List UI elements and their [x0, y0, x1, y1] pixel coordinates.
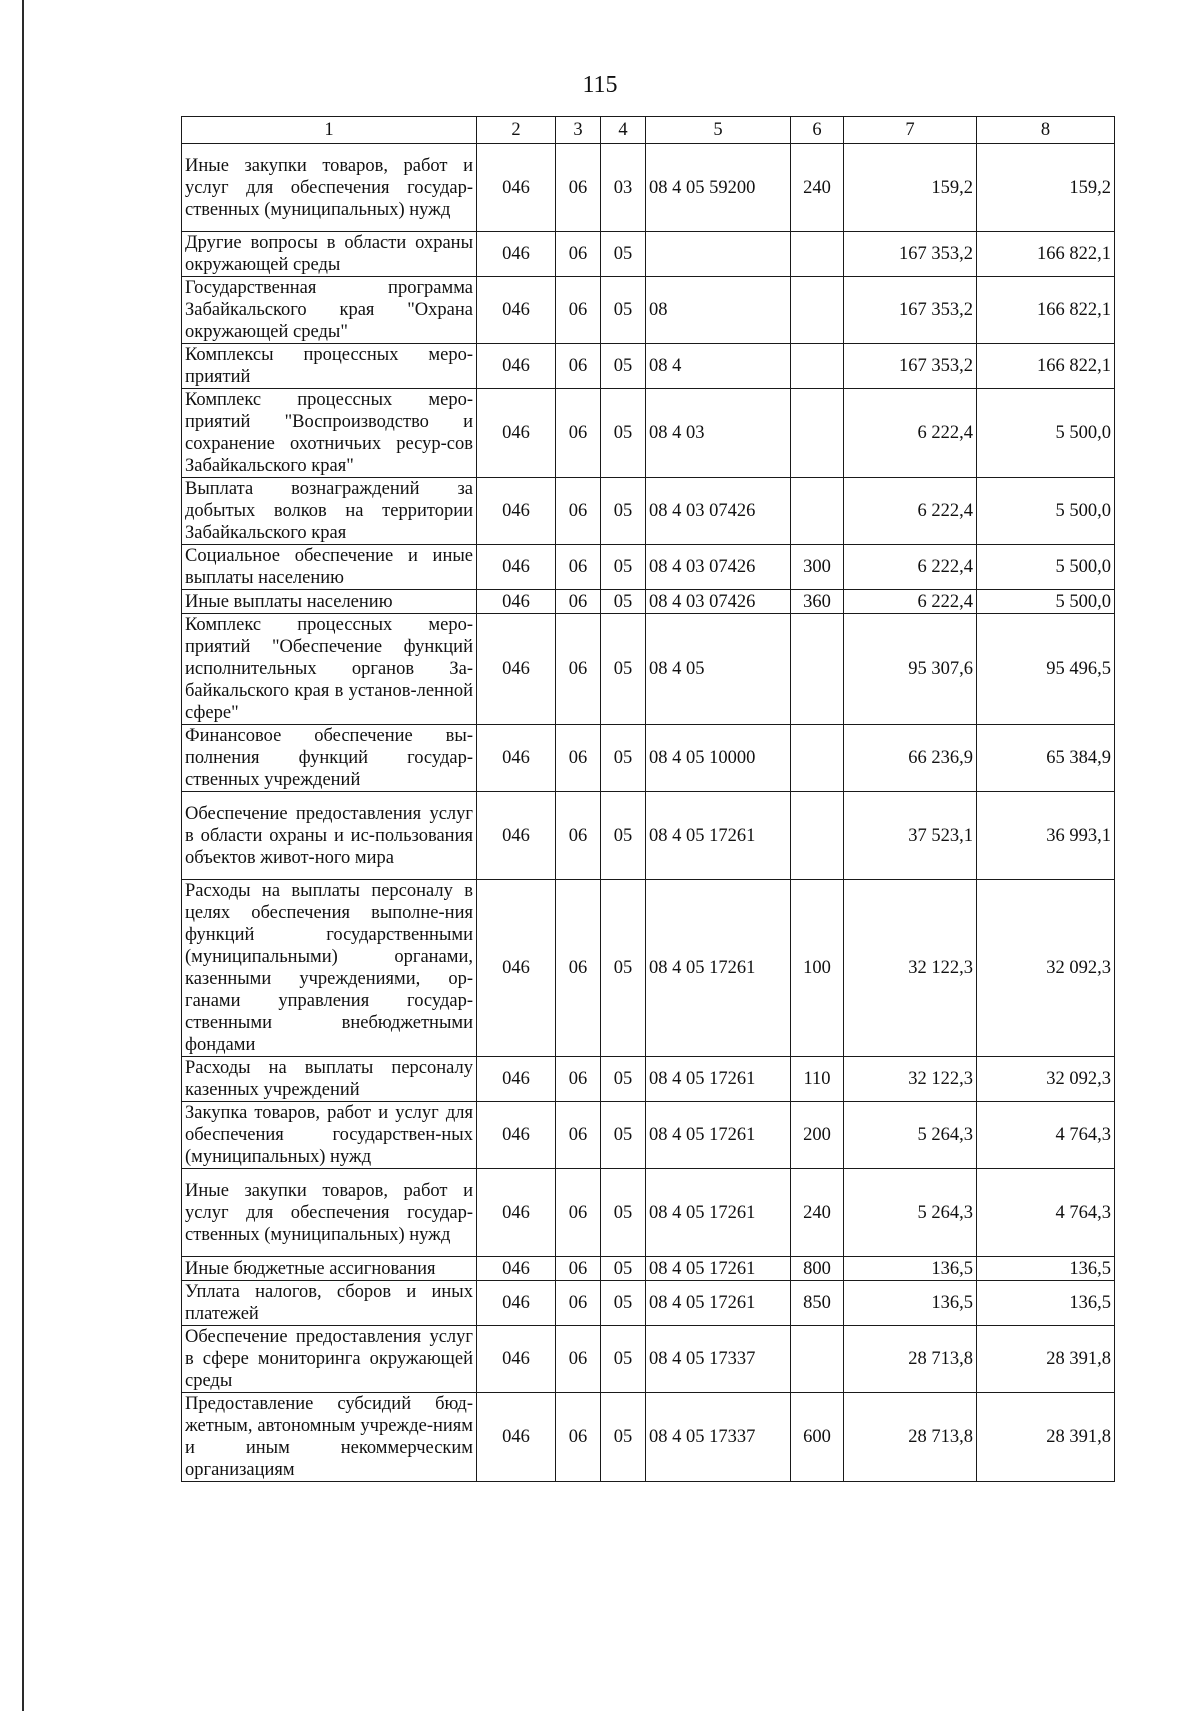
admin-code-cell: 046	[477, 614, 556, 725]
table-row	[182, 1326, 1115, 1393]
section-code-cell: 06	[556, 232, 601, 277]
table-row	[182, 590, 1115, 614]
subsection-code-cell: 05	[601, 1326, 646, 1393]
amount-year2-cell: 5 500,0	[977, 389, 1115, 478]
expense-type-cell: 100	[791, 880, 844, 1057]
expense-type-cell	[791, 725, 844, 792]
expense-type-cell: 800	[791, 1257, 844, 1281]
amount-year1-cell: 37 523,1	[844, 792, 977, 880]
target-article-cell: 08 4 05 17261	[646, 1102, 791, 1169]
page-number: 115	[582, 72, 618, 98]
section-code-cell: 06	[556, 1257, 601, 1281]
table-row	[182, 1102, 1115, 1169]
admin-code-cell: 046	[477, 1326, 556, 1393]
target-article-cell: 08 4 05 17337	[646, 1326, 791, 1393]
item-name-cell: Выплата вознаграждений за добытых волков на территории Забайкальского края	[182, 478, 477, 545]
subsection-code-cell: 05	[601, 389, 646, 478]
item-name-cell: Комплекс процессных меро-приятий "Воспроизводство и сохранение охотничьих ресур-сов Забайкальского края"	[182, 389, 477, 478]
table-row	[182, 1169, 1115, 1257]
item-name-cell: Закупка товаров, работ и услуг для обеспечения государствен-ных (муниципальных) нужд	[182, 1102, 477, 1169]
expense-type-cell: 240	[791, 1169, 844, 1257]
amount-year1-cell: 136,5	[844, 1257, 977, 1281]
header-row	[182, 117, 1115, 144]
table-row	[182, 614, 1115, 725]
subsection-code-cell: 05	[601, 614, 646, 725]
expense-type-cell: 360	[791, 590, 844, 614]
target-article-cell: 08 4	[646, 344, 791, 389]
amount-year1-cell: 28 713,8	[844, 1326, 977, 1393]
amount-year1-cell: 32 122,3	[844, 880, 977, 1057]
admin-code-cell: 046	[477, 1281, 556, 1326]
table-row	[182, 1393, 1115, 1482]
expense-type-cell	[791, 232, 844, 277]
subsection-code-cell: 05	[601, 232, 646, 277]
amount-year1-cell: 95 307,6	[844, 614, 977, 725]
amount-year2-cell: 166 822,1	[977, 232, 1115, 277]
header-cell: 7	[844, 117, 977, 144]
section-code-cell: 06	[556, 1326, 601, 1393]
item-name-cell: Расходы на выплаты персоналу в целях обеспечения выполне-ния функций государственными (муниципальными) органами, казенными учреждениями, ор-ганами управления государ-ственными внебюджетными фондами	[182, 880, 477, 1057]
target-article-cell: 08 4 05 17261	[646, 1257, 791, 1281]
expense-type-cell: 110	[791, 1057, 844, 1102]
admin-code-cell: 046	[477, 277, 556, 344]
header-cell: 6	[791, 117, 844, 144]
item-name-cell: Иные закупки товаров, работ и услуг для обеспечения государ-ственных (муниципальных) нужд	[182, 1169, 477, 1257]
section-code-cell: 06	[556, 344, 601, 389]
amount-year2-cell: 32 092,3	[977, 880, 1115, 1057]
section-code-cell: 06	[556, 725, 601, 792]
target-article-cell: 08 4 05 17261	[646, 1281, 791, 1326]
section-code-cell: 06	[556, 478, 601, 545]
section-code-cell: 06	[556, 614, 601, 725]
subsection-code-cell: 05	[601, 880, 646, 1057]
amount-year2-cell: 32 092,3	[977, 1057, 1115, 1102]
admin-code-cell: 046	[477, 590, 556, 614]
item-name-cell: Комплекс процессных меро-приятий "Обеспечение функций исполнительных органов За-байкальского края в установ-ленной сфере"	[182, 614, 477, 725]
expense-type-cell	[791, 277, 844, 344]
amount-year1-cell: 167 353,2	[844, 277, 977, 344]
admin-code-cell: 046	[477, 144, 556, 232]
subsection-code-cell: 05	[601, 1393, 646, 1482]
expense-type-cell: 200	[791, 1102, 844, 1169]
table-row	[182, 1057, 1115, 1102]
amount-year2-cell: 136,5	[977, 1281, 1115, 1326]
target-article-cell: 08 4 03 07426	[646, 545, 791, 590]
table-row	[182, 725, 1115, 792]
item-name-cell: Финансовое обеспечение вы-полнения функций государ-ственных учреждений	[182, 725, 477, 792]
item-name-cell: Иные закупки товаров, работ и услуг для обеспечения государ-ственных (муниципальных) нужд	[182, 144, 477, 232]
item-name-cell: Обеспечение предоставления услуг в области охраны и ис-пользования объектов живот-ного мира	[182, 792, 477, 880]
section-code-cell: 06	[556, 144, 601, 232]
table-row	[182, 880, 1115, 1057]
item-name-cell: Иные выплаты населению	[182, 590, 477, 614]
section-code-cell: 06	[556, 590, 601, 614]
subsection-code-cell: 05	[601, 792, 646, 880]
amount-year2-cell: 5 500,0	[977, 590, 1115, 614]
target-article-cell: 08 4 03 07426	[646, 590, 791, 614]
table-row	[182, 344, 1115, 389]
section-code-cell: 06	[556, 389, 601, 478]
target-article-cell: 08 4 05 10000	[646, 725, 791, 792]
amount-year2-cell: 159,2	[977, 144, 1115, 232]
target-article-cell: 08 4 05 59200	[646, 144, 791, 232]
target-article-cell: 08 4 05 17261	[646, 792, 791, 880]
subsection-code-cell: 05	[601, 1169, 646, 1257]
section-code-cell: 06	[556, 1102, 601, 1169]
admin-code-cell: 046	[477, 1169, 556, 1257]
subsection-code-cell: 05	[601, 725, 646, 792]
amount-year1-cell: 6 222,4	[844, 478, 977, 545]
amount-year2-cell: 136,5	[977, 1257, 1115, 1281]
amount-year2-cell: 5 500,0	[977, 545, 1115, 590]
target-article-cell: 08	[646, 277, 791, 344]
item-name-cell: Предоставление субсидий бюд-жетным, автономным учрежде-ниям и иным некоммерческим организациям	[182, 1393, 477, 1482]
admin-code-cell: 046	[477, 344, 556, 389]
item-name-cell: Социальное обеспечение и иные выплаты населению	[182, 545, 477, 590]
section-code-cell: 06	[556, 1057, 601, 1102]
amount-year2-cell: 28 391,8	[977, 1326, 1115, 1393]
item-name-cell: Иные бюджетные ассигнования	[182, 1257, 477, 1281]
amount-year1-cell: 32 122,3	[844, 1057, 977, 1102]
subsection-code-cell: 05	[601, 1281, 646, 1326]
amount-year2-cell: 4 764,3	[977, 1102, 1115, 1169]
subsection-code-cell: 05	[601, 1102, 646, 1169]
amount-year2-cell: 28 391,8	[977, 1393, 1115, 1482]
amount-year1-cell: 5 264,3	[844, 1102, 977, 1169]
expense-type-cell	[791, 478, 844, 545]
section-code-cell: 06	[556, 1281, 601, 1326]
table-row	[182, 545, 1115, 590]
admin-code-cell: 046	[477, 725, 556, 792]
scan-left-edge	[22, 0, 24, 1711]
amount-year1-cell: 66 236,9	[844, 725, 977, 792]
table-row	[182, 1281, 1115, 1326]
amount-year1-cell: 136,5	[844, 1281, 977, 1326]
header-cell: 8	[977, 117, 1115, 144]
amount-year1-cell: 167 353,2	[844, 344, 977, 389]
amount-year1-cell: 28 713,8	[844, 1393, 977, 1482]
amount-year1-cell: 6 222,4	[844, 545, 977, 590]
amount-year1-cell: 159,2	[844, 144, 977, 232]
amount-year2-cell: 95 496,5	[977, 614, 1115, 725]
amount-year2-cell: 5 500,0	[977, 478, 1115, 545]
item-name-cell: Обеспечение предоставления услуг в сфере мониторинга окружающей среды	[182, 1326, 477, 1393]
subsection-code-cell: 05	[601, 1257, 646, 1281]
target-article-cell: 08 4 05 17261	[646, 880, 791, 1057]
header-cell: 5	[646, 117, 791, 144]
subsection-code-cell: 05	[601, 1057, 646, 1102]
admin-code-cell: 046	[477, 389, 556, 478]
amount-year2-cell: 65 384,9	[977, 725, 1115, 792]
target-article-cell: 08 4 05	[646, 614, 791, 725]
section-code-cell: 06	[556, 277, 601, 344]
expense-type-cell	[791, 1326, 844, 1393]
amount-year2-cell: 166 822,1	[977, 344, 1115, 389]
admin-code-cell: 046	[477, 1393, 556, 1482]
item-name-cell: Другие вопросы в области охраны окружающей среды	[182, 232, 477, 277]
expense-type-cell: 600	[791, 1393, 844, 1482]
expense-type-cell	[791, 389, 844, 478]
admin-code-cell: 046	[477, 1102, 556, 1169]
admin-code-cell: 046	[477, 1057, 556, 1102]
section-code-cell: 06	[556, 880, 601, 1057]
amount-year2-cell: 36 993,1	[977, 792, 1115, 880]
amount-year1-cell: 6 222,4	[844, 389, 977, 478]
table-row	[182, 478, 1115, 545]
table-row	[182, 144, 1115, 232]
amount-year1-cell: 5 264,3	[844, 1169, 977, 1257]
subsection-code-cell: 05	[601, 277, 646, 344]
target-article-cell: 08 4 05 17261	[646, 1057, 791, 1102]
target-article-cell: 08 4 05 17261	[646, 1169, 791, 1257]
amount-year2-cell: 166 822,1	[977, 277, 1115, 344]
admin-code-cell: 046	[477, 545, 556, 590]
section-code-cell: 06	[556, 545, 601, 590]
target-article-cell: 08 4 03 07426	[646, 478, 791, 545]
section-code-cell: 06	[556, 792, 601, 880]
table-row	[182, 389, 1115, 478]
subsection-code-cell: 05	[601, 545, 646, 590]
section-code-cell: 06	[556, 1393, 601, 1482]
budget-table	[181, 116, 1115, 1482]
amount-year1-cell: 6 222,4	[844, 590, 977, 614]
subsection-code-cell: 05	[601, 590, 646, 614]
target-article-cell: 08 4 05 17337	[646, 1393, 791, 1482]
table-row	[182, 277, 1115, 344]
amount-year2-cell: 4 764,3	[977, 1169, 1115, 1257]
table-row	[182, 792, 1115, 880]
section-code-cell: 06	[556, 1169, 601, 1257]
expense-type-cell	[791, 614, 844, 725]
item-name-cell: Расходы на выплаты персоналу казенных учреждений	[182, 1057, 477, 1102]
expense-type-cell: 850	[791, 1281, 844, 1326]
item-name-cell: Государственная программа Забайкальского края "Охрана окружающей среды"	[182, 277, 477, 344]
header-cell: 3	[556, 117, 601, 144]
expense-type-cell	[791, 344, 844, 389]
table-row	[182, 1257, 1115, 1281]
target-article-cell	[646, 232, 791, 277]
subsection-code-cell: 05	[601, 478, 646, 545]
subsection-code-cell: 03	[601, 144, 646, 232]
subsection-code-cell: 05	[601, 344, 646, 389]
amount-year1-cell: 167 353,2	[844, 232, 977, 277]
admin-code-cell: 046	[477, 478, 556, 545]
admin-code-cell: 046	[477, 232, 556, 277]
table-row	[182, 232, 1115, 277]
admin-code-cell: 046	[477, 1257, 556, 1281]
admin-code-cell: 046	[477, 880, 556, 1057]
expense-type-cell: 240	[791, 144, 844, 232]
item-name-cell: Комплексы процессных меро-приятий	[182, 344, 477, 389]
item-name-cell: Уплата налогов, сборов и иных платежей	[182, 1281, 477, 1326]
expense-type-cell: 300	[791, 545, 844, 590]
header-cell: 1	[182, 117, 477, 144]
header-cell: 2	[477, 117, 556, 144]
expense-type-cell	[791, 792, 844, 880]
header-cell: 4	[601, 117, 646, 144]
admin-code-cell: 046	[477, 792, 556, 880]
target-article-cell: 08 4 03	[646, 389, 791, 478]
